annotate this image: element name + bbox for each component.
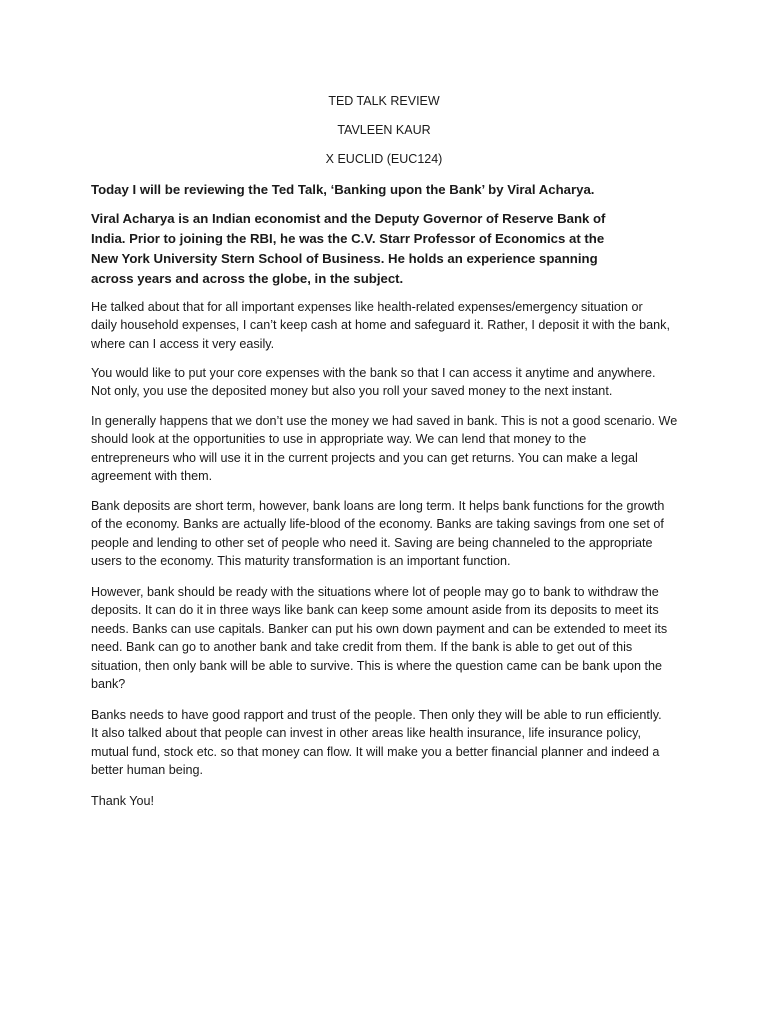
paragraph-line: users to the economy. This maturity transformation is an important function. bbox=[91, 554, 511, 569]
class-info: X EUCLID (EUC124) bbox=[325, 152, 443, 166]
paragraph-line: deposits. It can do it in three ways like bank can keep some amount aside from its deposits to meet its bbox=[91, 603, 659, 618]
paragraph-line: should look at the opportunities to use in appropriate way. We can lend that money to the bbox=[91, 432, 587, 447]
paragraph-line: It also talked about that people can invest in other areas like health insurance, life insurance policy, bbox=[91, 726, 642, 741]
paragraph-line: agreement with them. bbox=[91, 469, 213, 484]
paragraph-line: entrepreneurs who will use it in the current projects and you can get returns. You can make a legal bbox=[91, 450, 638, 465]
paragraph-line: Bank deposits are short term, however, bank loans are long term. It helps bank functions for the growth bbox=[91, 499, 665, 513]
bio-line: Viral Acharya is an Indian economist and the Deputy Governor of Reserve Bank of bbox=[91, 211, 606, 226]
paragraph-line: You would like to put your core expenses with the bank so that I can access it anytime and anywhere. bbox=[91, 366, 656, 380]
paragraph-line: In generally happens that we don’t use the money we had saved in bank. This is not a good scenario. We bbox=[91, 414, 678, 428]
body-paragraph-6 bbox=[91, 706, 691, 780]
paragraph-line: of the economy. Banks are actually life-blood of the economy. Banks are taking savings from one set of bbox=[91, 517, 664, 532]
paragraph-line: needs. Banks can use capitals. Banker can put his own down payment and can be extended to meet its bbox=[91, 621, 668, 636]
paragraph-line: people and lending to other set of people who need it. Saving are being channeled to the appropriate bbox=[91, 535, 653, 550]
bio-line: New York University Stern School of Business. He holds an experience spanning bbox=[91, 251, 598, 266]
intro-line: Today I will be reviewing the Ted Talk, ‘Banking upon the Bank’ by Viral Acharya. bbox=[91, 182, 595, 197]
intro-paragraph bbox=[91, 180, 691, 200]
body-paragraph-3 bbox=[91, 412, 691, 486]
document-title: TED TALK REVIEW bbox=[328, 94, 440, 108]
paragraph-line: However, bank should be ready with the situations where lot of people may go to bank to withdraw the bbox=[91, 585, 659, 599]
body-paragraph-4 bbox=[91, 497, 691, 571]
paragraph-line: He talked about that for all important expenses like health-related expenses/emergency situation or bbox=[91, 300, 643, 314]
paragraph-line: need. Bank can go to another bank and take credit from them. If the bank is able to get out of this bbox=[91, 640, 633, 655]
paragraph-line: daily household expenses, I can’t keep cash at home and safeguard it. Rather, I deposit it with the bank, bbox=[91, 318, 670, 333]
bio-line: India. Prior to joining the RBI, he was the C.V. Starr Professor of Economics at the bbox=[91, 231, 605, 246]
paragraph-line: better human being. bbox=[91, 763, 204, 778]
body-paragraph-1 bbox=[91, 298, 691, 353]
body-paragraph-5 bbox=[91, 583, 691, 693]
bio-line: across years and across the globe, in the subject. bbox=[91, 271, 404, 286]
author-name: TAVLEEN KAUR bbox=[337, 123, 431, 137]
paragraph-line: where can I access it very easily. bbox=[91, 336, 275, 351]
paragraph-line: situation, then only bank will be able to survive. This is where the question came can be bank upon the bbox=[91, 658, 663, 673]
paragraph-line: mutual fund, stock etc. so that money can flow. It will make you a better financial planner and indeed a bbox=[91, 744, 660, 759]
paragraph-line: Thank You! bbox=[91, 794, 155, 808]
paragraph-line: Not only, you use the deposited money but also you roll your saved money to the next instant. bbox=[91, 384, 613, 399]
paragraph-line: Banks needs to have good rapport and trust of the people. Then only they will be able to run efficiently. bbox=[91, 708, 662, 722]
closing-line bbox=[91, 792, 691, 810]
body-paragraph-2 bbox=[91, 364, 691, 401]
paragraph-line: bank? bbox=[91, 677, 126, 692]
bio-paragraph bbox=[91, 209, 691, 289]
